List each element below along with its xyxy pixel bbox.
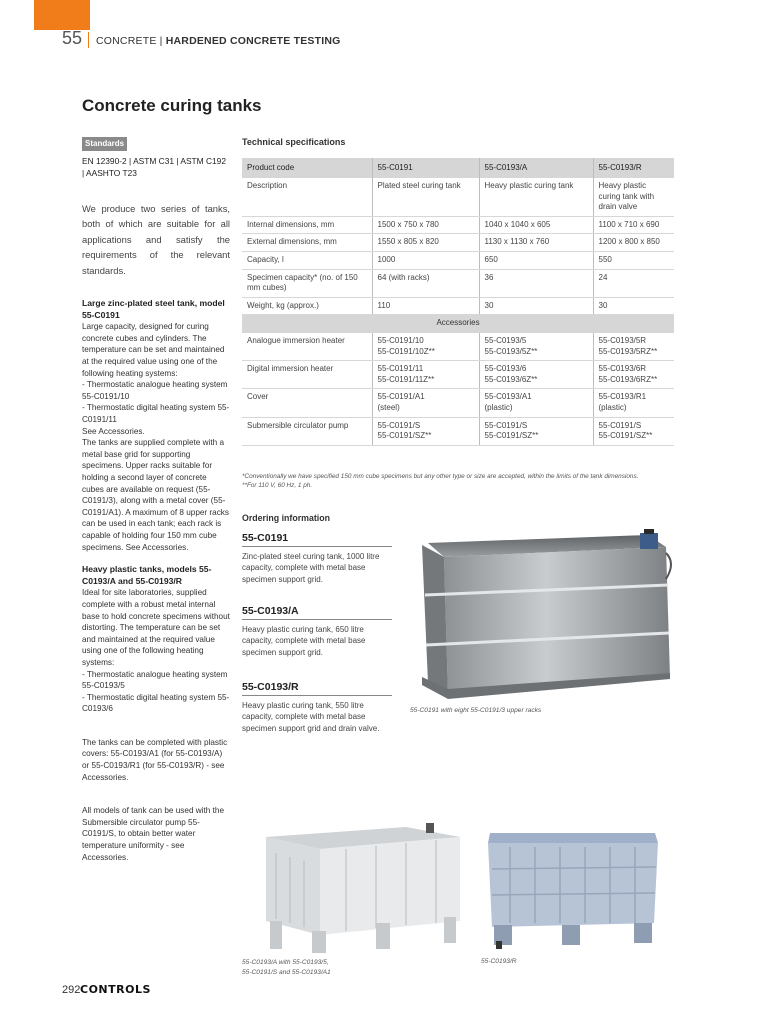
value-cell: 1000 [372, 251, 479, 269]
value-cell: 55-C0193/R1 (plastic) [593, 389, 674, 417]
value-cell: 55-C0193/A [479, 158, 593, 178]
accessories-row [242, 315, 674, 333]
steel-photo-caption: 55-C0191 with eight 55-C0191/3 upper racks [410, 707, 542, 714]
table-header-row [242, 158, 674, 178]
row-label-cell: Weight, kg (approx.) [242, 297, 372, 315]
intro-paragraph: We produce two series of tanks, both of which are suitable for all applications and satisfy the requirements of the relevant standards. [82, 202, 230, 276]
value-cell: 1040 x 1040 x 605 [479, 216, 593, 234]
section-tab [34, 0, 90, 30]
order-code: 55-C0193/R [242, 681, 392, 696]
steel-tank-details: The tanks are supplied complete with a metal base grid for supporting specimens. Upper racks suitable for holding a second layer of concrete cubes are available on request (55-C0191/3), along with a metal cover (55-C0191/A1). A maximum of 8 upper racks can be used in each tank; each rack is capable of holding four 150 mm cube specimens. See Accessories. [82, 438, 229, 552]
value-cell: 24 [593, 269, 674, 297]
order-code: 55-C0193/A [242, 605, 392, 620]
running-header [96, 35, 340, 47]
plastic-heating-item-1: - Thermostatic analogue heating system 55-C0193/5 [82, 669, 228, 691]
table-row [242, 216, 674, 234]
value-cell: 64 (with racks) [372, 269, 479, 297]
standards-badge: Standards [82, 137, 127, 151]
accessories-label: Accessories [242, 315, 674, 333]
accessory-row [242, 332, 674, 360]
plastic-tank-paragraph: Ideal for site laboratories, supplied complete with a robust metal internal base to hold concrete specimens without distorting. The temperature can be set and maintained at the required value using one of the following heating systems: [82, 588, 230, 667]
footer-page-number: 292 [62, 984, 81, 996]
header-subsection: HARDENED CONCRETE TESTING [165, 35, 341, 47]
value-cell: 30 [479, 297, 593, 315]
value-cell: 1550 x 805 x 820 [372, 234, 479, 252]
value-cell: 55-C0191/S 55-C0191/SZ** [372, 417, 479, 445]
accessory-row [242, 417, 674, 445]
steel-tank-photo [408, 527, 682, 703]
header-separator: | [159, 35, 163, 47]
tech-spec-table [242, 158, 674, 446]
plastic-tank-a-photo [256, 823, 464, 955]
caption-line: 55-C0191/S and 55-C0193/A1 [242, 968, 331, 976]
table-row [242, 251, 674, 269]
value-cell: 650 [479, 251, 593, 269]
footnote-specimens: *Conventionally we have specified 150 mm cube specimens but any other type or size are accepted, within the limits of the tank dimensions. [242, 473, 639, 480]
value-cell: 110 [372, 297, 479, 315]
value-cell: 55-C0191/10 55-C0191/10Z** [372, 332, 479, 360]
order-description: Zinc-plated steel curing tank, 1000 litre capacity, complete with metal base specimen support grid. [242, 552, 380, 584]
section-page-number: 55 [62, 28, 83, 48]
row-label-cell: Description [242, 178, 372, 216]
row-label-cell: Analogue immersion heater [242, 332, 372, 360]
row-label-cell: Digital immersion heater [242, 361, 372, 389]
value-cell: 550 [593, 251, 674, 269]
steel-tank-heading: Large zinc-plated steel tank, model 55-C0191 [82, 298, 225, 320]
order-description: Heavy plastic curing tank, 550 litre capacity, complete with metal base specimen support grid and drain valve. [242, 701, 380, 733]
value-cell: 55-C0191/S 55-C0191/SZ** [479, 417, 593, 445]
value-cell: Heavy plastic curing tank with drain valve [593, 178, 674, 216]
steel-tank-paragraph: Large capacity, designed for curing concrete cubes and cylinders. The temperature can be set and maintained at the required value using one of the following heating systems: [82, 322, 225, 378]
steel-heating-item-2: - Thermostatic digital heating system 55-C0191/11 [82, 403, 230, 425]
plastic-a-photo-caption [242, 958, 331, 977]
value-cell: 1130 x 1130 x 760 [479, 234, 593, 252]
order-item-plastic-a [242, 605, 392, 658]
value-cell: 55-C0191/A1 (steel) [372, 389, 479, 417]
standards-list: EN 12390-2 | ASTM C31 | ASTM C192 | AASHTO T23 [82, 155, 226, 178]
value-cell: 36 [479, 269, 593, 297]
accessory-row [242, 389, 674, 417]
order-code: 55-C0191 [242, 532, 392, 547]
row-label-cell: Submersible circulator pump [242, 417, 372, 445]
table-footnotes [242, 472, 682, 490]
brand-logo: CONTROLS [80, 983, 151, 996]
table-row [242, 234, 674, 252]
order-description: Heavy plastic curing tank, 650 litre capacity, complete with metal base specimen support grid. [242, 625, 366, 657]
row-label-cell: Internal dimensions, mm [242, 216, 372, 234]
plastic-tank-heading: Heavy plastic tanks, models 55-C0193/A and 55-C0193/R [82, 564, 212, 586]
row-label-cell: Cover [242, 389, 372, 417]
plastic-heating-item-2: - Thermostatic digital heating system 55-C0193/6 [82, 692, 230, 714]
accessory-row [242, 361, 674, 389]
row-label-cell: Capacity, l [242, 251, 372, 269]
steel-see-accessories: See Accessories. [82, 426, 145, 436]
value-cell: 55-C0191/S 55-C0191/SZ** [593, 417, 674, 445]
row-label-cell: Specimen capacity* (no. of 150 mm cubes) [242, 269, 372, 297]
value-cell: 55-C0193/R [593, 158, 674, 178]
footnote-voltage: **For 110 V, 60 Hz, 1 ph. [242, 482, 313, 489]
value-cell: 55-C0193/A1 (plastic) [479, 389, 593, 417]
value-cell: 1100 x 710 x 690 [593, 216, 674, 234]
value-cell: 55-C0193/6 55-C0193/6Z** [479, 361, 593, 389]
row-label-cell: Product code [242, 158, 372, 178]
circulator-pump-paragraph: All models of tank can be used with the Submersible circulator pump 55-C0191/S, to obtain better water temperature uniformity - see Accessories. [82, 806, 224, 862]
plastic-tank-r-photo [480, 823, 665, 955]
page-title: Concrete curing tanks [82, 96, 262, 115]
tech-spec-title: Technical specifications [242, 137, 346, 147]
value-cell: 1200 x 800 x 850 [593, 234, 674, 252]
value-cell: 55-C0191 [372, 158, 479, 178]
table-row [242, 178, 674, 216]
left-column [82, 137, 230, 863]
value-cell: Plated steel curing tank [372, 178, 479, 216]
order-item-plastic-r [242, 681, 392, 734]
order-item-steel [242, 532, 392, 585]
header-divider [88, 32, 89, 48]
caption-line: 55-C0193/A with 55-C0193/5, [242, 959, 329, 966]
header-section: CONCRETE [96, 35, 157, 47]
value-cell: 55-C0191/11 55-C0191/11Z** [372, 361, 479, 389]
value-cell: 55-C0193/6R 55-C0193/6RZ** [593, 361, 674, 389]
row-label-cell: External dimensions, mm [242, 234, 372, 252]
value-cell: 55-C0193/5 55-C0193/5Z** [479, 332, 593, 360]
value-cell: Heavy plastic curing tank [479, 178, 593, 216]
plastic-r-photo-caption: 55-C0193/R [481, 958, 517, 965]
ordering-title: Ordering information [242, 513, 330, 523]
table-row [242, 269, 674, 297]
value-cell: 30 [593, 297, 674, 315]
plastic-covers-paragraph: The tanks can be completed with plastic covers: 55-C0193/A1 (for 55-C0193/A) or 55-C0193/R1 (for 55-C0193/R) - see Accessories. [82, 737, 228, 782]
steel-heating-item-1: - Thermostatic analogue heating system 55-C0191/10 [82, 380, 228, 401]
table-row [242, 297, 674, 315]
value-cell: 55-C0193/5R 55-C0193/5RZ** [593, 332, 674, 360]
value-cell: 1500 x 750 x 780 [372, 216, 479, 234]
